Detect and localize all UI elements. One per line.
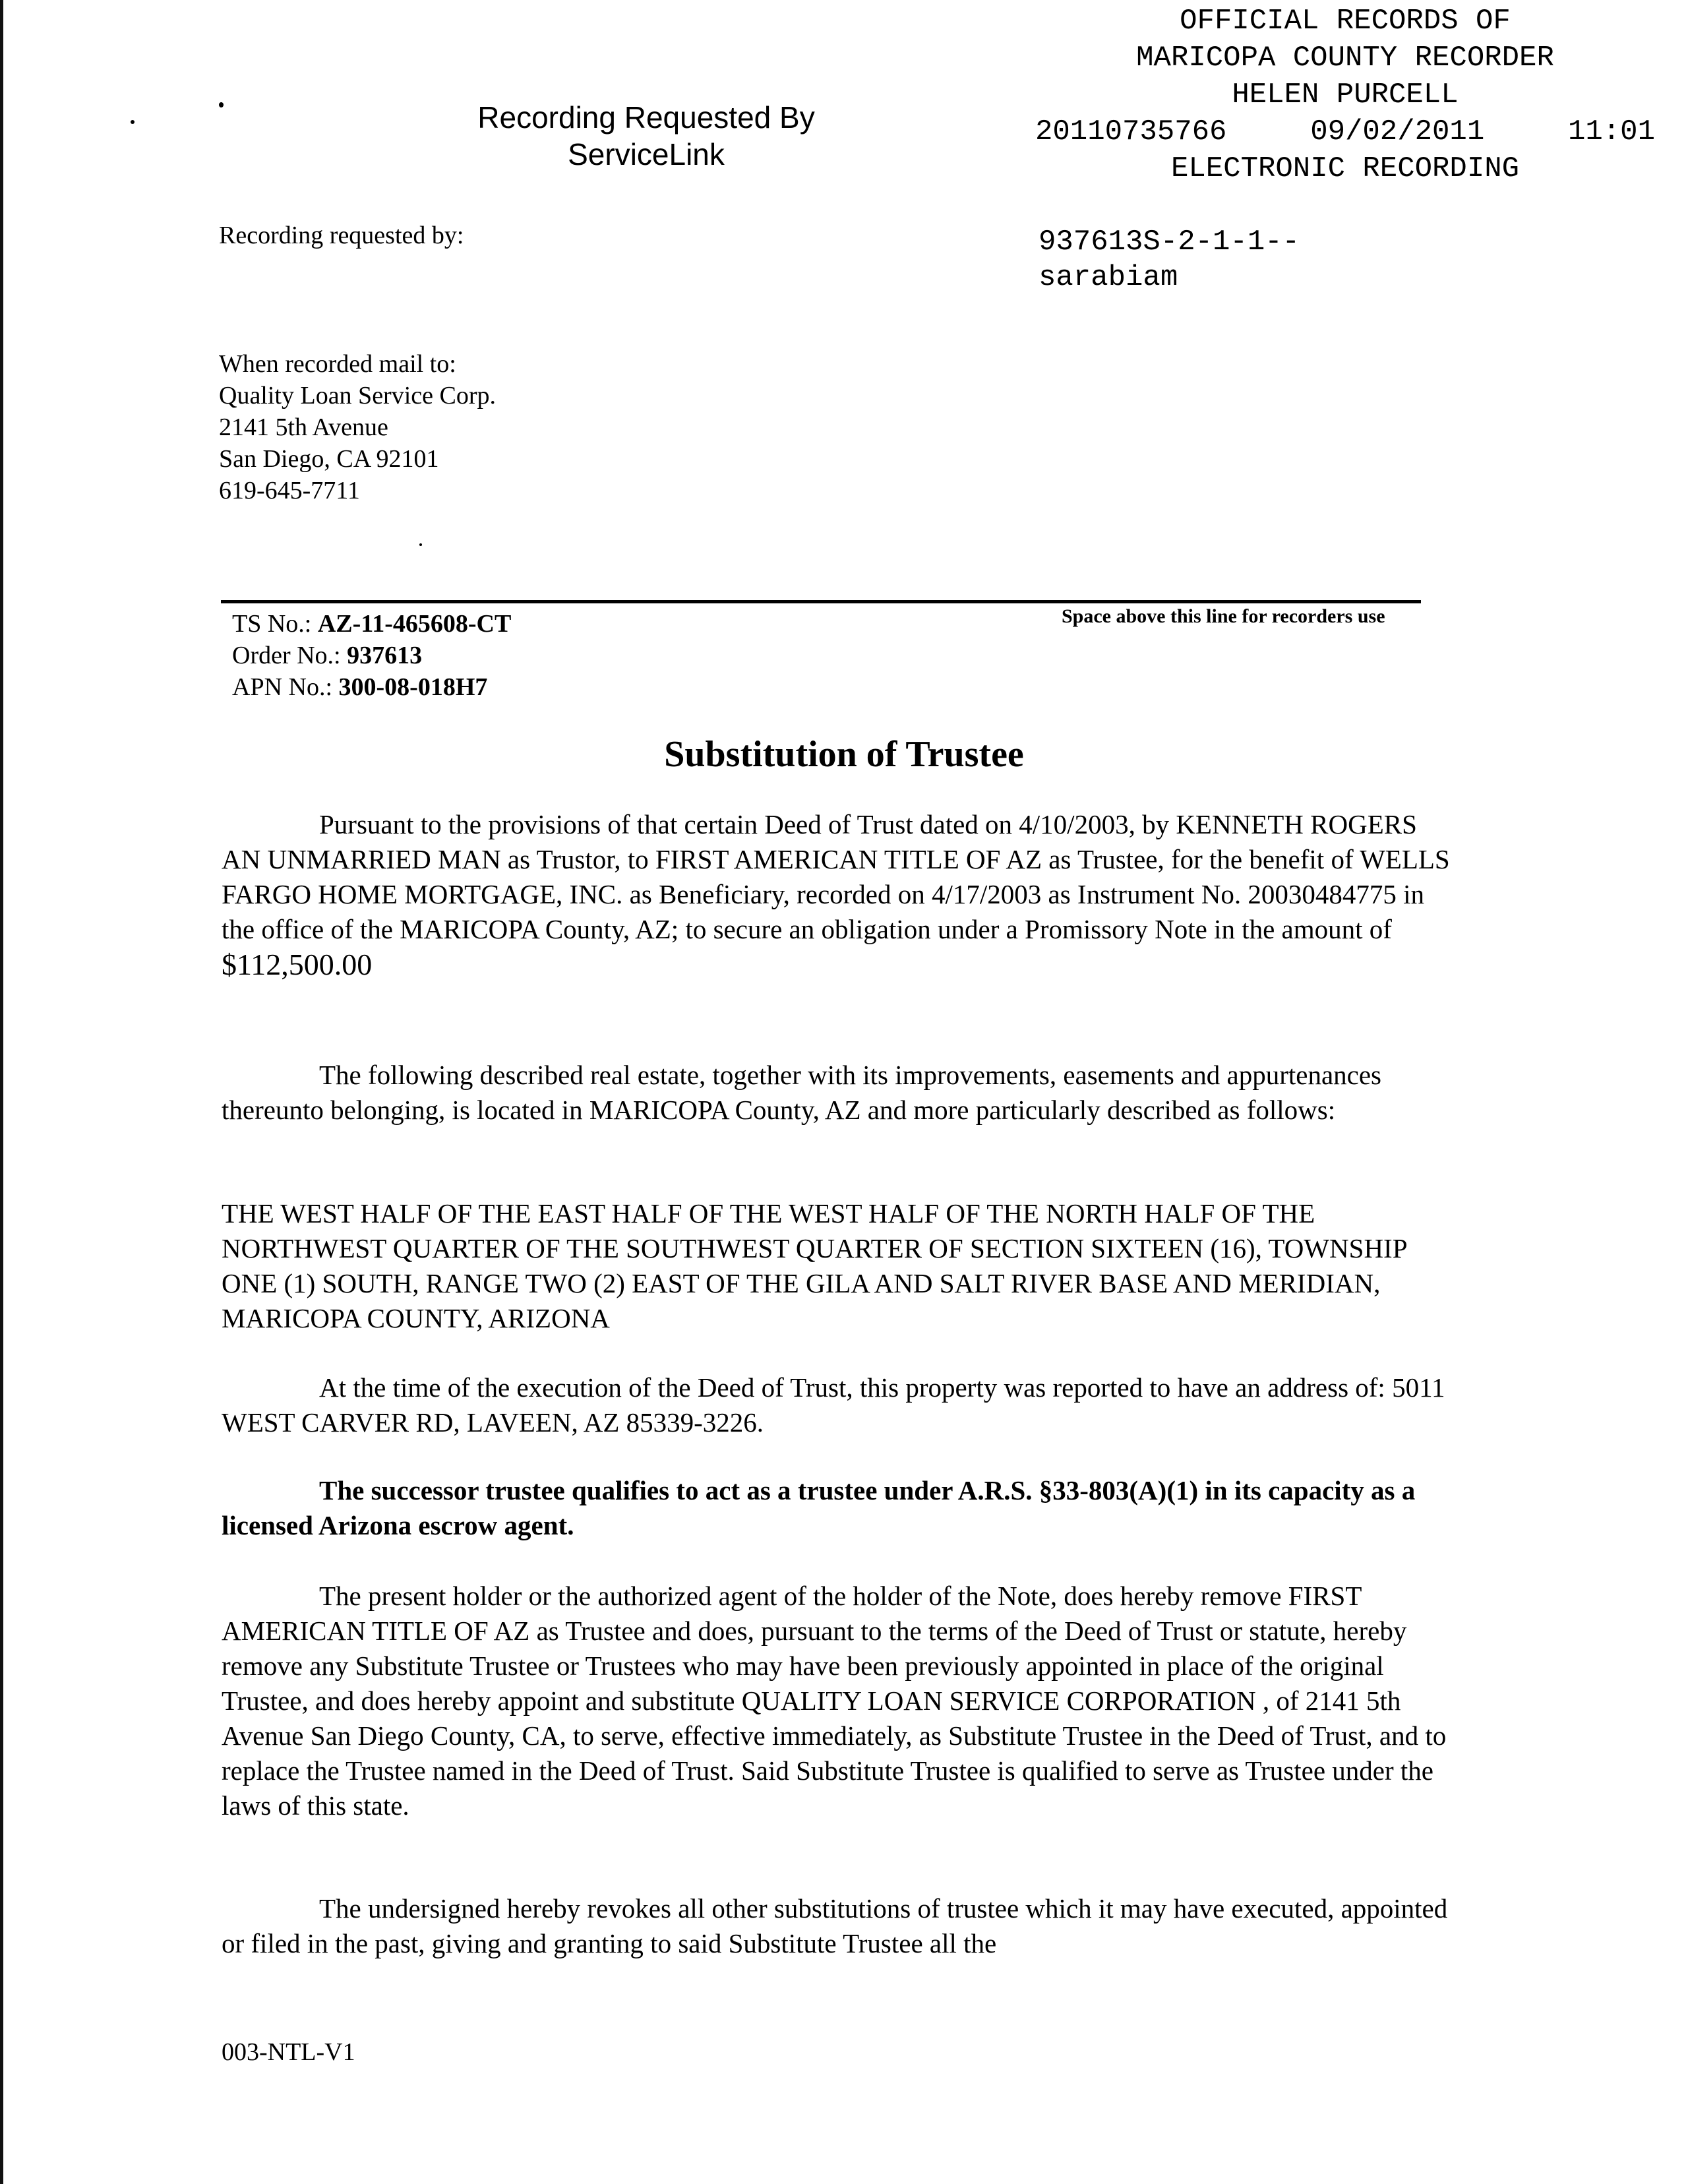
order-number-label: Order No.: [232, 642, 341, 669]
recorder-divider-line [221, 600, 1421, 603]
order-code-line-2: sarabiam [1039, 261, 1178, 294]
official-records-block [1029, 3, 1688, 187]
order-code-block [1039, 224, 1300, 295]
recording-date: 09/02/2011 [1310, 115, 1485, 148]
mail-to-street: 2141 5th Avenue [219, 413, 388, 441]
instrument-number: 20110735766 [1035, 115, 1227, 148]
real-estate-paragraph: The following described real estate, together with its improvements, easements and appurtenances thereunto belonging, is located in MARICOPA County, AZ and more particularly described as follows: [222, 1060, 1381, 1125]
official-records-line-3: HELEN PURCELL [1232, 78, 1459, 111]
mail-to-block [219, 348, 496, 506]
space-above-note: Space above this line for recorders use [1062, 605, 1385, 627]
order-number-value: 937613 [347, 642, 423, 669]
apn-number-row [232, 671, 511, 703]
scan-speck [219, 102, 224, 107]
deed-of-trust-paragraph [222, 807, 1461, 983]
document-title: Substitution of Trustee [664, 734, 1024, 775]
official-records-line-4 [1029, 113, 1655, 150]
revocation-paragraph: The undersigned hereby revokes all other substitutions of trustee which it may have executed, appointed or filed in the past, giving and granting to said Substitute Trustee all the [222, 1893, 1448, 1958]
scan-speck [419, 543, 422, 546]
legal-description: THE WEST HALF OF THE EAST HALF OF THE WEST HALF OF THE NORTH HALF OF THE NORTHWEST QUARTER OF THE SOUTHWEST QUARTER OF SECTION SIXTEEN (16), TOWNSHIP ONE (1) SOUTH, RANGE TWO (2) EAST OF THE GILA AND SALT RIVER BASE AND MERIDIAN, MARICOPA COUNTY, ARIZONA [222, 1198, 1406, 1333]
stamp-line-1: Recording Requested By [477, 100, 815, 135]
mail-to-city: San Diego, CA 92101 [219, 445, 439, 473]
official-records-line-2: MARICOPA COUNTY RECORDER [1136, 42, 1554, 75]
mail-to-heading: When recorded mail to: [219, 350, 456, 378]
successor-trustee-qualification: The successor trustee qualifies to act as a trustee under A.R.S. §33-803(A)(1) in its capacity as a licensed Arizona escrow agent. [222, 1475, 1416, 1540]
official-records-line-5: ELECTRONIC RECORDING [1170, 152, 1520, 185]
reference-numbers [232, 608, 511, 703]
form-code-footer: 003-NTL-V1 [222, 2038, 355, 2066]
recording-requested-by-label: Recording requested by: [219, 222, 464, 249]
scan-speck [131, 120, 135, 124]
apn-number-label: APN No.: [232, 673, 333, 701]
recording-time: 11:01 [1567, 115, 1655, 148]
ts-number-value: AZ-11-465608-CT [317, 610, 512, 638]
apn-number-value: 300-08-018H7 [338, 673, 488, 701]
page-edge-line [0, 0, 3, 2184]
mail-to-company: Quality Loan Service Corp. [219, 382, 497, 410]
ts-number-label: TS No.: [232, 610, 312, 638]
stamp-line-2: ServiceLink [568, 137, 725, 171]
ts-number-row [232, 608, 511, 640]
deed-of-trust-text: Pursuant to the provisions of that certain Deed of Trust dated on 4/10/2003, by KENNETH ROGERS AN UNMARRIED MAN as Trustor, to FIRST AMERICAN TITLE OF AZ as Trustee, for the benefit of WELLS FARGO HOME MORTGAGE, INC. as Beneficiary, recorded on 4/17/2003 as Instrument No. 20030484775 in the office of the MARICOPA County, AZ; to secure an obligation under a Promissory Note in the amount of [222, 809, 1450, 944]
order-number-row [232, 640, 511, 671]
promissory-note-amount: $112,500.00 [222, 948, 373, 981]
recording-requested-stamp [462, 99, 831, 173]
property-address-paragraph: At the time of the execution of the Deed of Trust, this property was reported to have an address of: 5011 WEST CARVER RD, LAVEEN, AZ 85339-3226. [222, 1372, 1445, 1438]
substitution-paragraph: The present holder or the authorized agent of the holder of the Note, does hereby remove FIRST AMERICAN TITLE OF AZ as Trustee and does, pursuant to the terms of the Deed of Trust or statute, hereby remove any Substitute Trustee or Trustees who may have been previously appointed in place of the original Trustee, and does hereby appoint and substitute QUALITY LOAN SERVICE CORPORATION , of 2141 5th Avenue San Diego County, CA, to serve, effective immediately, as Substitute Trustee in the Deed of Trust, and to replace the Trustee named in the Deed of Trust. Said Substitute Trustee is qualified to serve as Trustee under the laws of this state. [222, 1581, 1447, 1821]
mail-to-phone: 619-645-7711 [219, 477, 360, 504]
order-code-line-1: 937613S-2-1-1-- [1039, 226, 1300, 258]
official-records-line-1: OFFICIAL RECORDS OF [1180, 5, 1511, 38]
